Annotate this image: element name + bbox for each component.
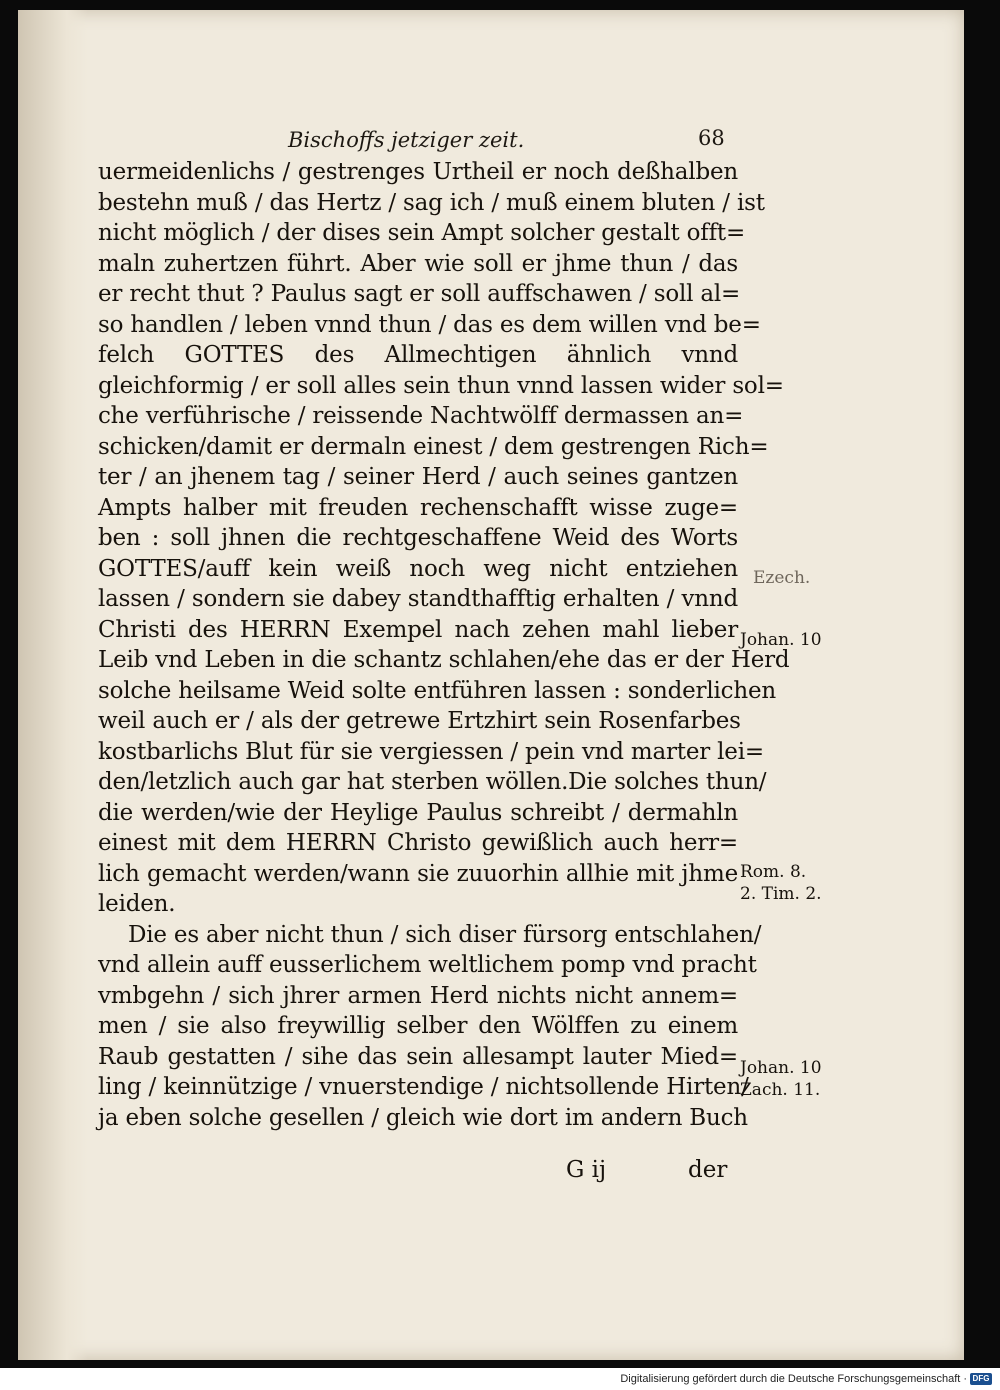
text-line: ter / an jhenem tag / seiner Herd / auch seines gantzen <box>98 464 738 490</box>
text-line: leiden. <box>98 891 176 917</box>
text-line: einest mit dem HERRN Christo gewißlich auch herr= <box>98 830 738 856</box>
text-line: GOTTES/auff kein weiß noch weg nicht entziehen <box>98 555 738 582</box>
text-line: weil auch er / als der getrewe Ertzhirt sein Rosenfarbes <box>98 708 741 734</box>
text-line: solche heilsame Weid solte entführen lassen : sonderlichen <box>98 677 776 704</box>
text-line: nicht möglich / der dises sein Ampt solcher gestalt offt= <box>98 220 746 246</box>
funding-footer <box>620 1373 992 1385</box>
page-gutter-shadow <box>18 10 88 1360</box>
text-line: vnd allein auff eusserlichem weltlichem pomp vnd pracht <box>98 952 757 978</box>
text-line: felch GOTTES des Allmechtigen ähnlich vnnd <box>98 342 738 368</box>
text-line: den/letzlich auch gar hat sterben wöllen.Die solches thun/ <box>98 769 767 795</box>
text-line: bestehn muß / das Hertz / sag ich / muß einem bluten / ist <box>98 189 765 216</box>
text-line: die werden/wie der Heylige Paulus schreibt / dermahln <box>98 799 738 826</box>
text-line: kostbarlichs Blut für sie vergiessen / pein vnd marter lei= <box>98 738 764 765</box>
text-line: so handlen / leben vnnd thun / das es dem willen vnd be= <box>98 311 761 338</box>
margin-note: Zach. 11. <box>740 1080 821 1100</box>
text-line: gleichformig / er soll alles sein thun vnnd lassen wider sol= <box>98 372 784 399</box>
text-line: Ampts halber mit freuden rechenschafft wisse zuge= <box>98 494 738 521</box>
paragraph-first-line: Die es aber nicht thun / sich diser fürsorg entschlahen/ <box>128 921 762 948</box>
text-line: Leib vnd Leben in die schantz schlahen/ehe das er der Herd <box>98 647 790 673</box>
text-line: lassen / sondern sie dabey standthafftig erhalten / vnnd <box>98 586 738 612</box>
text-line: ben : soll jhnen die rechtgeschaffene Weid des Worts <box>98 525 738 551</box>
running-head: Bischoffs jetziger zeit. <box>288 128 525 152</box>
text-line: er recht thut ? Paulus sagt er soll auffschawen / soll al= <box>98 281 741 307</box>
margin-note: 2. Tim. 2. <box>740 884 822 904</box>
text-line: uermeidenlichs / gestrenges Urtheil er noch deßhalben <box>98 159 738 185</box>
book-page <box>18 10 964 1360</box>
text-line: ling / keinnützige / vnuerstendige / nichtsollende Hirten/ <box>98 1074 749 1100</box>
footer-text: Digitalisierung gefördert durch die Deutsche Forschungsgemeinschaft <box>620 1373 961 1385</box>
text-line: che verführische / reissende Nachtwölff dermassen an= <box>98 403 744 429</box>
page-number: 68 <box>698 126 725 150</box>
text-line: Christi des HERRN Exempel nach zehen mahl lieber <box>98 616 738 643</box>
margin-note: Ezech. <box>753 568 811 588</box>
signature-mark: G ij <box>566 1157 607 1183</box>
text-line: maln zuhertzen führt. Aber wie soll er jhme thun / das <box>98 250 738 277</box>
text-line: schicken/damit er dermaln einest / dem gestrengen Rich= <box>98 433 769 460</box>
catchword: der <box>688 1157 728 1183</box>
text-line: lich gemacht werden/wann sie zuuorhin allhie mit jhme <box>98 860 738 887</box>
dfg-logo-icon: DFG <box>970 1373 992 1385</box>
margin-note: Johan. 10 <box>740 1058 822 1078</box>
text-line: ja eben solche gesellen / gleich wie dort im andern Buch <box>98 1104 748 1131</box>
text-line: Raub gestatten / sihe das sein allesampt lauter Mied= <box>98 1043 738 1070</box>
text-line: men / sie also freywillig selber den Wölffen zu einem <box>98 1013 738 1039</box>
margin-note: Rom. 8. <box>740 862 807 882</box>
margin-note: Johan. 10 <box>740 630 822 650</box>
text-line: vmbgehn / sich jhrer armen Herd nichts nicht annem= <box>98 982 738 1009</box>
footer-separator: · <box>963 1373 967 1385</box>
